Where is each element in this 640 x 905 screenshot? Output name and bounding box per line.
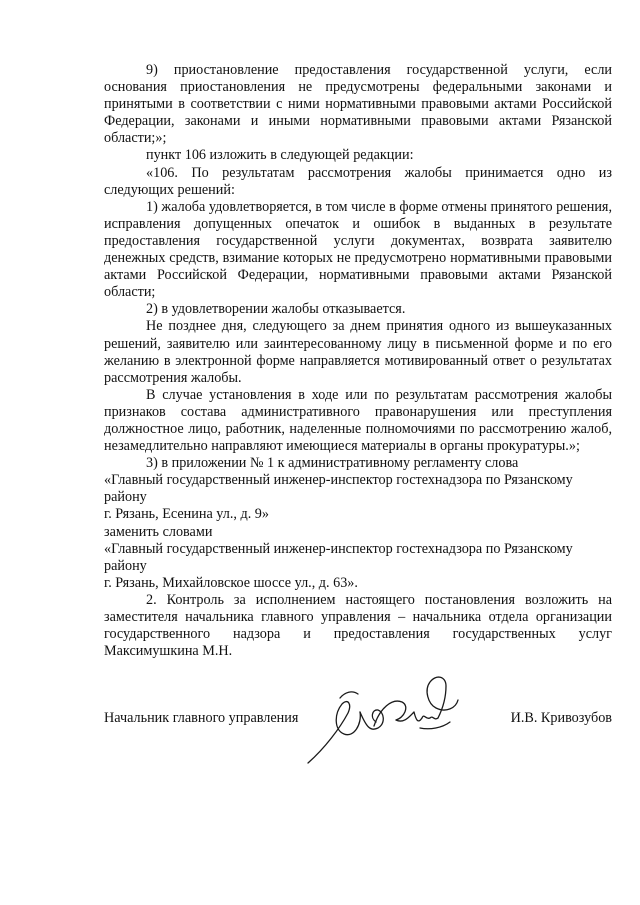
paragraph-replace-with: заменить словами bbox=[104, 523, 213, 540]
paragraph-item-9: 9) приостановление предоставления государственной услуги, если основания приостановления не предусмотрены федеральными законами и принятыми в соответствии с ними нормативными правовыми актами Российской Федерации, законами и иными нормативными правовыми актами Рязанской области;»; bbox=[104, 62, 612, 147]
paragraph-new-title: «Главный государственный инженер-инспектор гостехнадзора по Рязанскому району bbox=[104, 540, 573, 574]
paragraph-old-title: «Главный государственный инженер-инспектор гостехнадзора по Рязанскому району bbox=[104, 472, 573, 506]
paragraph-response-deadline: Не позднее дня, следующего за днем принятия одного из вышеуказанных решений, заявителю или заинтересованному лицу в письменной форме и по его желанию в электронной форме направляется мотивированный ответ о результатах рассмотрения жалобы. bbox=[104, 318, 612, 386]
paragraph-point-106: «106. По результатам рассмотрения жалобы принимается одно из следующих решений: bbox=[104, 164, 612, 198]
paragraph-decision-1: 1) жалоба удовлетворяется, в том числе в форме отмены принятого решения, исправления допущенных опечаток и ошибок в выданных в результате предоставления государственной услуги документах, возврата заявителю денежных средств, взимание которых не предусмотрено нормативными правовыми актами Российской Федерации, нормативными правовыми актами Рязанской области; bbox=[104, 198, 612, 301]
paragraph-new-address: г. Рязань, Михайловское шоссе ул., д. 63». bbox=[104, 574, 358, 591]
signature-block bbox=[104, 710, 612, 740]
paragraph-prosecution: В случае установления в ходе или по результатам рассмотрения жалобы признаков состава административного правонарушения или преступления должностное лицо, работник, наделенные полномочиями по рассмотрению жалоб, незамедлительно направляют имеющиеся материалы в органы прокуратуры.»; bbox=[104, 386, 612, 455]
paragraph-control: 2. Контроль за исполнением настоящего постановления возложить на заместителя начальника главного управления – начальника отдела организации государственного надзора и предоставления государственных услуг Максимушкина М.Н. bbox=[104, 591, 612, 660]
paragraph-point-106-intro: пункт 106 изложить в следующей редакции: bbox=[146, 147, 414, 164]
document-body bbox=[104, 62, 612, 660]
signatory-title: Начальник главного управления bbox=[104, 710, 299, 726]
paragraph-decision-2: 2) в удовлетворении жалобы отказывается. bbox=[146, 301, 406, 318]
signatory-name: И.В. Кривозубов bbox=[510, 710, 612, 726]
paragraph-old-address: г. Рязань, Есенина ул., д. 9» bbox=[104, 506, 269, 523]
paragraph-appendix-change: 3) в приложении № 1 к административному регламенту слова bbox=[146, 455, 519, 472]
